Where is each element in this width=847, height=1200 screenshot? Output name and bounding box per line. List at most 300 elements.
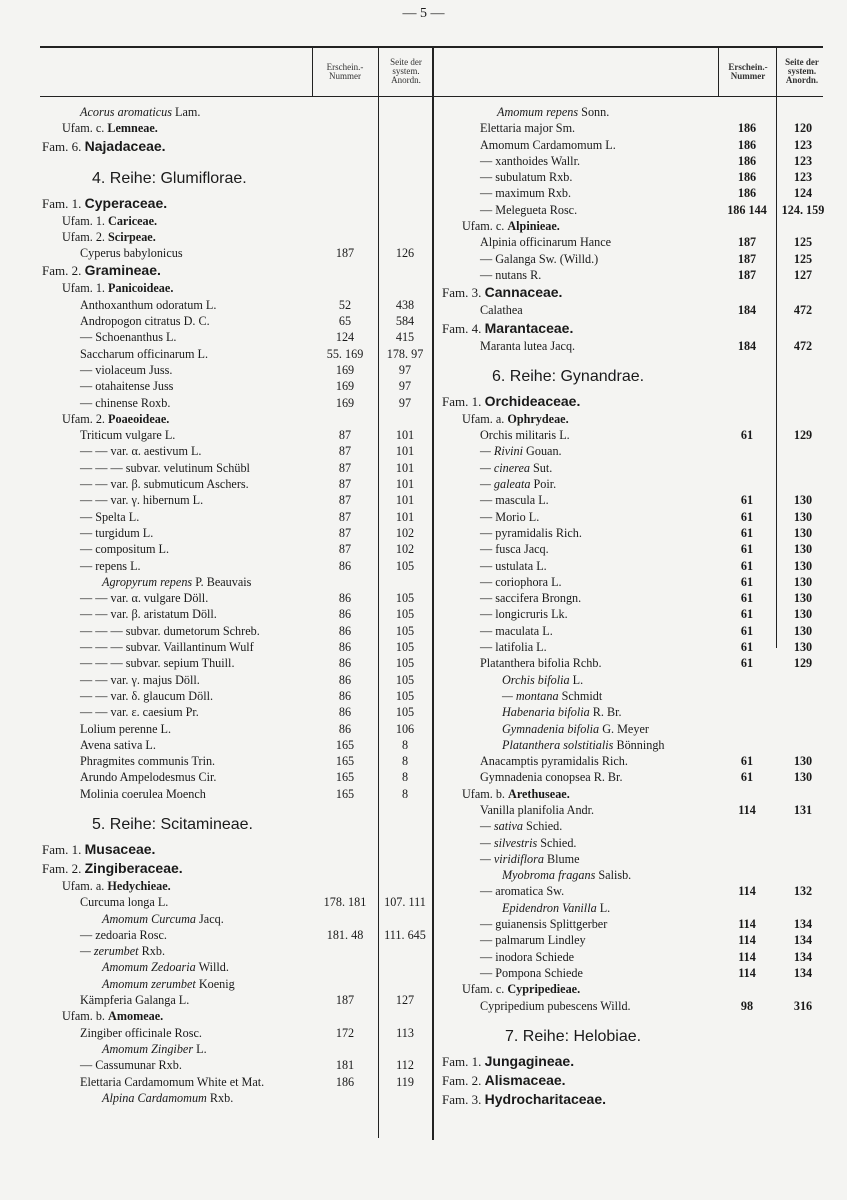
subfamily-row (434, 786, 847, 802)
taxon-label (480, 302, 523, 318)
taxon-label (102, 976, 235, 992)
taxon-name: — — var. γ. majus Döll. (80, 672, 200, 687)
taxon-label (42, 137, 166, 156)
subfamily-row (0, 878, 434, 894)
taxon-label (480, 202, 577, 218)
taxon-label (480, 623, 553, 639)
seite-anordnung: 8 (401, 754, 409, 769)
taxon-name: — zedoaria Rosc. (80, 927, 167, 942)
taxon-row (434, 104, 847, 120)
taxon-label (42, 194, 167, 213)
taxon-label (80, 1057, 182, 1073)
taxon-name: Phragmites communis Trin. (80, 754, 216, 769)
erschein-nummer: 87 (338, 428, 352, 443)
seite-anordnung: 584 (395, 314, 415, 329)
taxon-name: — — var. β. aristatum Döll. (80, 607, 217, 622)
family-row (434, 319, 847, 338)
taxon-row (0, 623, 434, 639)
erschein-nummer: 114 (738, 965, 756, 980)
taxon-name: Lolium perenne L. (80, 721, 172, 736)
taxon-row (434, 672, 847, 688)
erschein-nummer: 61 (740, 656, 754, 671)
taxon-row (434, 769, 847, 785)
erschein-nummer: 186 (737, 121, 757, 136)
erschein-nummer: 178. 181 (323, 895, 367, 910)
taxon-row (0, 927, 434, 943)
rank-name: Arethuseae. (508, 786, 570, 801)
erschein-nummer: 87 (338, 525, 352, 540)
erschein-nummer: 186 (335, 1074, 355, 1089)
seite-anordnung: 101 (395, 460, 415, 475)
taxon-label (462, 218, 560, 234)
taxon-label (480, 185, 571, 201)
taxon-label (80, 476, 249, 492)
taxon-name: Elettaria major Sm. (480, 121, 576, 136)
erschein-nummer: 61 (740, 770, 754, 785)
taxon-name: — guianensis Splittgerber (480, 917, 608, 932)
seite-anordnung: 101 (395, 509, 415, 524)
taxon-label (480, 558, 547, 574)
erschein-nummer: 86 (338, 721, 352, 736)
erschein-nummer: 114 (738, 917, 756, 932)
taxon-label (502, 688, 602, 704)
seite-anordnung: 472 (793, 303, 813, 318)
synonym-author: Poir. (530, 477, 557, 492)
synonym-name: Gymnadenia bifolia (502, 721, 600, 736)
taxon-row (434, 835, 847, 851)
taxon-row (0, 509, 434, 525)
erschein-nummer: 187 (737, 267, 757, 282)
taxon-label (502, 672, 583, 688)
synonym-author: Schmidt (558, 688, 603, 703)
synonym-name: Amomum Curcuma (102, 911, 196, 926)
taxon-row (434, 949, 847, 965)
seite-anordnung: 120 (793, 121, 813, 136)
erschein-nummer: 186 (737, 153, 757, 168)
erschein-nummer: 87 (338, 444, 352, 459)
taxon-row (0, 541, 434, 557)
taxon-name: — chinense Roxb. (80, 395, 171, 410)
rank-prefix: Fam. 4. (442, 320, 485, 336)
synonym-author: Willd. (195, 960, 229, 975)
taxon-row (434, 623, 847, 639)
taxon-label (480, 267, 541, 283)
taxon-name: — saccifera Brongn. (480, 591, 582, 606)
taxon-row (434, 590, 847, 606)
family-row (434, 1090, 847, 1109)
taxon-label (92, 810, 253, 840)
synonym-name: Agropyrum repens (102, 574, 193, 589)
taxon-label (80, 541, 169, 557)
seite-anordnung: 111. 645 (384, 927, 426, 942)
taxon-row (0, 911, 434, 927)
synonym-name: Habenaria bifolia (502, 705, 590, 720)
taxon-name: Anthoxanthum odoratum L. (80, 297, 217, 312)
taxon-label (102, 911, 224, 927)
taxon-row (434, 737, 847, 753)
taxon-label (442, 1052, 574, 1071)
taxon-label (480, 492, 549, 508)
synonym-name: Alpina Cardamomum (102, 1090, 207, 1105)
seite-anordnung: 134 (793, 965, 813, 980)
taxon-name: — Schoenanthus L. (80, 330, 177, 345)
rank-prefix: Fam. 2. (42, 860, 85, 876)
taxon-row (0, 476, 434, 492)
taxon-label (80, 1025, 202, 1041)
erschein-nummer: 165 (335, 770, 355, 785)
taxon-label (502, 900, 610, 916)
taxon-label (480, 525, 582, 541)
taxon-name: — maximum Rxb. (480, 186, 572, 201)
erschein-nummer: 61 (740, 623, 754, 638)
taxon-label (480, 802, 594, 818)
taxon-row (434, 574, 847, 590)
header-left-erschein: Erschein.- Nummer (326, 62, 364, 81)
seite-anordnung: 438 (395, 297, 415, 312)
family-row (434, 1052, 847, 1071)
seite-anordnung: 105 (395, 607, 415, 622)
taxon-row (434, 704, 847, 720)
taxon-name: Orchis militaris L. (480, 428, 570, 443)
section-heading (0, 802, 434, 840)
family-row (0, 194, 434, 213)
page-number: — 5 — (402, 6, 445, 21)
taxon-label (505, 1022, 641, 1052)
erschein-nummer: 61 (740, 428, 754, 443)
rank-name: Cyperaceae. (84, 194, 168, 211)
taxon-name: — — — subvar. Vaillantinum Wulf (80, 640, 254, 655)
rank-name: Jungagineae. (484, 1052, 575, 1069)
section-heading (434, 354, 847, 392)
synonym-name: — Rivini (480, 444, 523, 459)
taxon-row (0, 313, 434, 329)
synonym-author: Gouan. (523, 444, 562, 459)
erschein-nummer: 61 (740, 607, 754, 622)
taxon-name: — otahaitense Juss (80, 379, 174, 394)
taxon-label (80, 623, 260, 639)
rank-name: Cariceae. (108, 213, 158, 228)
rank-name: Najadaceae. (84, 137, 166, 154)
taxon-label (80, 443, 201, 459)
taxon-label (502, 867, 631, 883)
taxon-label (80, 688, 213, 704)
synonym-author: L. (193, 1041, 207, 1056)
family-row (0, 137, 434, 156)
rank-prefix: Ufam. 2. (62, 411, 109, 426)
synonym-author: G. Meyer (599, 721, 649, 736)
rank-name: Panicoideae. (108, 281, 174, 296)
rank-prefix: Ufam. c. (62, 121, 108, 136)
taxon-label (80, 704, 199, 720)
taxon-label (502, 721, 649, 737)
seite-anordnung: 123 (793, 170, 813, 185)
taxon-label (80, 590, 208, 606)
taxon-row (0, 329, 434, 345)
taxon-row (0, 737, 434, 753)
rank-prefix: Ufam. b. (62, 1009, 109, 1024)
erschein-nummer: 181 (335, 1058, 355, 1073)
taxon-name: — Melegueta Rosc. (480, 202, 578, 217)
synonym-name: — galeata (480, 477, 531, 492)
taxon-row (0, 959, 434, 975)
taxon-row (0, 1057, 434, 1073)
taxon-row (434, 202, 847, 218)
taxon-row (0, 362, 434, 378)
taxon-name: — aromatica Sw. (480, 884, 565, 899)
taxon-label (462, 411, 569, 427)
taxon-label (42, 261, 161, 280)
erschein-nummer: 172 (335, 1025, 355, 1040)
seite-anordnung: 132 (793, 884, 813, 899)
erschein-nummer: 184 (737, 338, 757, 353)
taxon-row (434, 251, 847, 267)
erschein-nummer: 86 (338, 607, 352, 622)
erschein-nummer: 186 (737, 137, 757, 152)
section-title: 7. Reihe: Helobiae. (505, 1027, 642, 1045)
taxon-row (0, 492, 434, 508)
taxon-row (0, 558, 434, 574)
taxon-label (492, 362, 644, 392)
taxon-name: — mascula L. (480, 493, 549, 508)
rank-prefix: Ufam. a. (62, 878, 108, 893)
taxon-row (434, 185, 847, 201)
synonym-name: — viridiflora (480, 851, 544, 866)
taxon-row (0, 943, 434, 959)
seite-anordnung: 130 (793, 640, 813, 655)
taxon-row (0, 672, 434, 688)
synonym-author: L. (596, 900, 611, 915)
taxon-row (0, 976, 434, 992)
family-row (0, 859, 434, 878)
erschein-nummer: 187 (335, 993, 355, 1008)
seite-anordnung: 129 (793, 656, 813, 671)
erschein-nummer: 87 (338, 509, 352, 524)
taxon-name: — fusca Jacq. (480, 542, 549, 557)
taxon-name: — — var. β. submuticum Aschers. (80, 477, 249, 492)
taxon-row (434, 338, 847, 354)
family-row (0, 261, 434, 280)
taxon-label (102, 574, 251, 590)
erschein-nummer: 114 (738, 884, 756, 899)
section-title: 4. Reihe: Glumiflorae. (92, 169, 247, 187)
taxon-row (0, 525, 434, 541)
taxon-label (442, 283, 562, 302)
taxon-label (480, 818, 562, 834)
left-num-separator (312, 48, 313, 96)
taxon-row (434, 932, 847, 948)
rank-name: Zingiberaceae. (84, 859, 183, 876)
taxon-row (434, 655, 847, 671)
synonym-name: — cinerea (480, 460, 530, 475)
taxon-row (434, 525, 847, 541)
taxon-name: Cypripedium pubescens Willd. (480, 998, 631, 1013)
taxon-label (80, 558, 141, 574)
seite-anordnung: 130 (793, 623, 813, 638)
taxon-label (480, 169, 572, 185)
erschein-nummer: 61 (740, 640, 754, 655)
taxon-name: — inodora Schiede (480, 949, 575, 964)
taxon-row (434, 916, 847, 932)
taxon-name: — — — subvar. velutinum Schübl (80, 460, 250, 475)
taxon-label (80, 329, 176, 345)
rank-name: Gramineae. (84, 262, 161, 279)
taxon-label (80, 943, 165, 959)
taxon-label (480, 883, 564, 899)
taxon-row (0, 460, 434, 476)
subfamily-row (434, 411, 847, 427)
taxon-row (434, 509, 847, 525)
taxon-row (434, 851, 847, 867)
taxon-label (497, 104, 609, 120)
seite-anordnung: 130 (793, 558, 813, 573)
taxon-row (434, 476, 847, 492)
subfamily-row (0, 1008, 434, 1024)
erschein-nummer: 86 (338, 688, 352, 703)
family-row (434, 392, 847, 411)
erschein-nummer: 61 (740, 542, 754, 557)
erschein-nummer: 187 (737, 251, 757, 266)
erschein-nummer: 86 (338, 591, 352, 606)
subfamily-row (0, 280, 434, 296)
erschein-nummer: 114 (738, 933, 756, 948)
seite-anordnung: 97 (398, 362, 412, 377)
taxon-label (480, 574, 562, 590)
taxon-row (434, 120, 847, 136)
seite-anordnung: 102 (395, 542, 415, 557)
seite-anordnung: 101 (395, 444, 415, 459)
synonym-author: Lam. (171, 105, 201, 119)
taxon-name: Alpinia officinarum Hance (480, 235, 612, 250)
synonym-name: Amomum repens (497, 105, 579, 119)
erschein-nummer: 187 (737, 235, 757, 250)
seite-anordnung: 105 (395, 591, 415, 606)
taxon-name: Molinia coerulea Moench (80, 786, 206, 801)
seite-anordnung: 134 (793, 917, 813, 932)
taxon-row (434, 443, 847, 459)
taxon-row (0, 1090, 434, 1106)
taxon-name: — — — subvar. dumetorum Schreb. (80, 623, 260, 638)
taxon-row (434, 234, 847, 250)
erschein-nummer: 187 (335, 246, 355, 261)
taxon-row (0, 721, 434, 737)
synonym-author: Sut. (529, 460, 553, 475)
taxon-label (480, 753, 628, 769)
taxon-label (480, 965, 583, 981)
rank-name: Cypripedieae. (507, 982, 581, 997)
synonym-author: Blume (544, 851, 580, 866)
taxon-label (480, 338, 575, 354)
taxon-label (42, 859, 183, 878)
synonym-name: Amomum Zedoaria (102, 960, 196, 975)
rank-name: Lemneae. (107, 121, 158, 136)
taxon-name: Avena sativa L. (80, 737, 156, 752)
erschein-nummer: 86 (338, 623, 352, 638)
taxon-name: — maculata L. (480, 623, 553, 638)
taxon-label (80, 378, 173, 394)
taxon-label (480, 916, 607, 932)
taxon-name: Triticum vulgare L. (80, 428, 176, 443)
rank-name: Alismaceae. (484, 1071, 566, 1088)
seite-anordnung: 112 (396, 1058, 414, 1073)
synonym-author: Salisb. (595, 868, 632, 883)
erschein-nummer: 184 (737, 303, 757, 318)
taxon-label (442, 1090, 606, 1109)
taxon-name: — — — subvar. sepium Thuill. (80, 656, 235, 671)
taxon-name: — — var. γ. hibernum L. (80, 493, 204, 508)
taxon-row (0, 443, 434, 459)
taxon-label (480, 137, 616, 153)
taxon-label (62, 213, 157, 229)
rank-prefix: Ufam. 2. (62, 229, 109, 244)
taxon-name: Curcuma longa L. (80, 895, 169, 910)
seite-anordnung: 101 (395, 428, 415, 443)
erschein-nummer: 61 (740, 493, 754, 508)
taxon-row (0, 395, 434, 411)
erschein-nummer: 61 (740, 574, 754, 589)
erschein-nummer: 61 (740, 525, 754, 540)
taxon-name: Gymnadenia conopsea R. Br. (480, 770, 623, 785)
taxon-label (442, 392, 580, 411)
taxon-label (102, 1041, 207, 1057)
taxon-row (434, 137, 847, 153)
synonym-author: Rxb. (206, 1090, 234, 1105)
taxon-label (480, 251, 598, 267)
synonym-name: Platanthera solstitialis (502, 737, 614, 752)
synonym-name: Myobroma fragans (502, 868, 596, 883)
seite-anordnung: 127 (395, 993, 415, 1008)
seite-anordnung: 105 (395, 623, 415, 638)
rank-prefix: Ufam. a. (462, 411, 508, 426)
rank-name: Cannaceae. (484, 284, 563, 301)
taxon-label (480, 851, 580, 867)
erschein-nummer: 86 (338, 705, 352, 720)
seite-anordnung: 105 (395, 656, 415, 671)
seite-anordnung: 101 (395, 477, 415, 492)
seite-anordnung: 105 (395, 640, 415, 655)
taxon-name: — longicruris Lk. (480, 607, 568, 622)
taxon-label (480, 655, 602, 671)
subfamily-row (0, 213, 434, 229)
erschein-nummer: 165 (335, 786, 355, 801)
seite-anordnung: 472 (793, 338, 813, 353)
taxon-name: — Pompona Schiede (480, 965, 583, 980)
taxon-label (80, 1074, 264, 1090)
taxon-name: — Cassumunar Rxb. (80, 1058, 182, 1073)
taxon-label (80, 606, 217, 622)
taxon-label (80, 245, 183, 261)
taxon-label (480, 835, 576, 851)
taxon-label (480, 590, 581, 606)
taxon-label (80, 346, 208, 362)
taxon-name: — violaceum Juss. (80, 362, 173, 377)
taxon-label (480, 476, 556, 492)
rank-prefix: Ufam. c. (462, 982, 508, 997)
taxon-name: Cyperus babylonicus (80, 246, 183, 261)
seite-anordnung: 415 (395, 330, 415, 345)
seite-anordnung: 107. 111 (384, 895, 426, 910)
rank-name: Marantaceae. (484, 319, 574, 336)
taxon-label (80, 655, 235, 671)
rank-name: Musaceae. (84, 840, 156, 857)
taxon-name: Vanilla planifolia Andr. (480, 802, 595, 817)
taxon-label (480, 932, 586, 948)
taxon-name: — subulatum Rxb. (480, 170, 573, 185)
taxon-row (0, 769, 434, 785)
taxon-label (80, 104, 200, 120)
erschein-nummer: 165 (335, 737, 355, 752)
seite-anordnung: 316 (793, 998, 813, 1013)
taxon-label (480, 153, 580, 169)
